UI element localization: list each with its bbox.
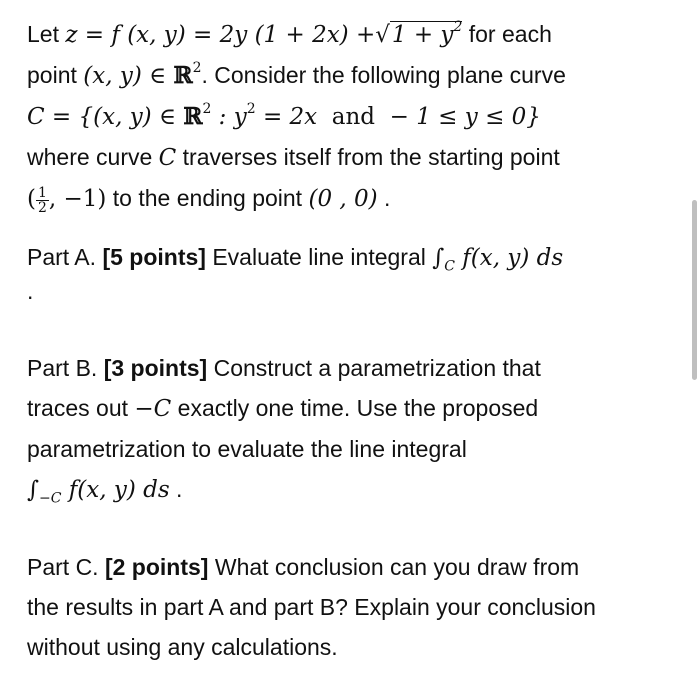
and-word: and xyxy=(331,104,376,130)
part-c-text-3: without using any calculations. xyxy=(27,634,338,660)
point-tuple: (x, y) ∈ ℝ$^2$ xyxy=(83,60,202,89)
part-c-text-1: What conclusion can you draw from xyxy=(214,554,580,580)
for-each-text: for each xyxy=(468,21,552,47)
part-b-label: Part B. xyxy=(27,355,98,381)
part-b xyxy=(27,348,682,510)
part-a-trailing-dot: . xyxy=(27,278,34,304)
traverses-text: traverses itself from the starting point xyxy=(182,144,560,170)
consider-text: . Consider the following plane curve xyxy=(201,62,566,88)
end-point: (0 , 0) xyxy=(308,186,378,212)
part-c-points: [2 points] xyxy=(104,554,209,580)
neg-curve: −C xyxy=(134,396,172,422)
problem-text xyxy=(27,14,682,667)
scrollbar[interactable] xyxy=(692,200,697,380)
part-b-points: [3 points] xyxy=(103,355,208,381)
start-point: ( $\frac{1}{2}$ , −1) xyxy=(27,184,107,216)
end-period: . xyxy=(384,185,391,211)
curve-set: C = {(x, y) ∈ ℝ$^2$ : $y^2 = 2x$ and − 1 ≤ y ≤ 0} xyxy=(27,101,541,130)
part-a-points: [5 points] xyxy=(102,244,206,270)
to-ending-text: to the ending point xyxy=(112,185,303,211)
part-a-integral: $\int_C$ f(x, y) ds xyxy=(432,245,564,275)
sqrt-term: $√1 + y^2$ xyxy=(375,19,463,48)
let-word: Let xyxy=(27,21,59,47)
part-b-end-period: . xyxy=(176,476,183,502)
point-word: point xyxy=(27,62,77,88)
intro-paragraph xyxy=(27,14,682,219)
function-definition: z = f (x, y) = 2y $(1 + 2x) +√1 + y^2$ xyxy=(65,19,463,48)
part-c-label: Part C. xyxy=(27,554,99,580)
part-b-text-1: Construct a parametrization that xyxy=(213,355,541,381)
part-b-text-4: parametrization to evaluate the line integral xyxy=(27,436,467,462)
curve-symbol: C xyxy=(158,145,177,171)
part-c xyxy=(27,547,682,667)
part-a xyxy=(27,237,682,304)
part-c-text-2: the results in part A and part B? Explain your conclusion xyxy=(27,594,596,620)
part-a-text: Evaluate line integral xyxy=(212,244,426,270)
part-b-integral: $\int_{-C}$ f(x, y) ds xyxy=(27,477,170,507)
one-half-fraction: $\frac{1}{2}$ xyxy=(37,184,47,216)
part-a-label: Part A. xyxy=(27,244,97,270)
part-b-text-3: exactly one time. Use the proposed xyxy=(177,395,539,421)
part-b-text-2: traces out xyxy=(27,395,128,421)
where-text: where curve xyxy=(27,144,153,170)
